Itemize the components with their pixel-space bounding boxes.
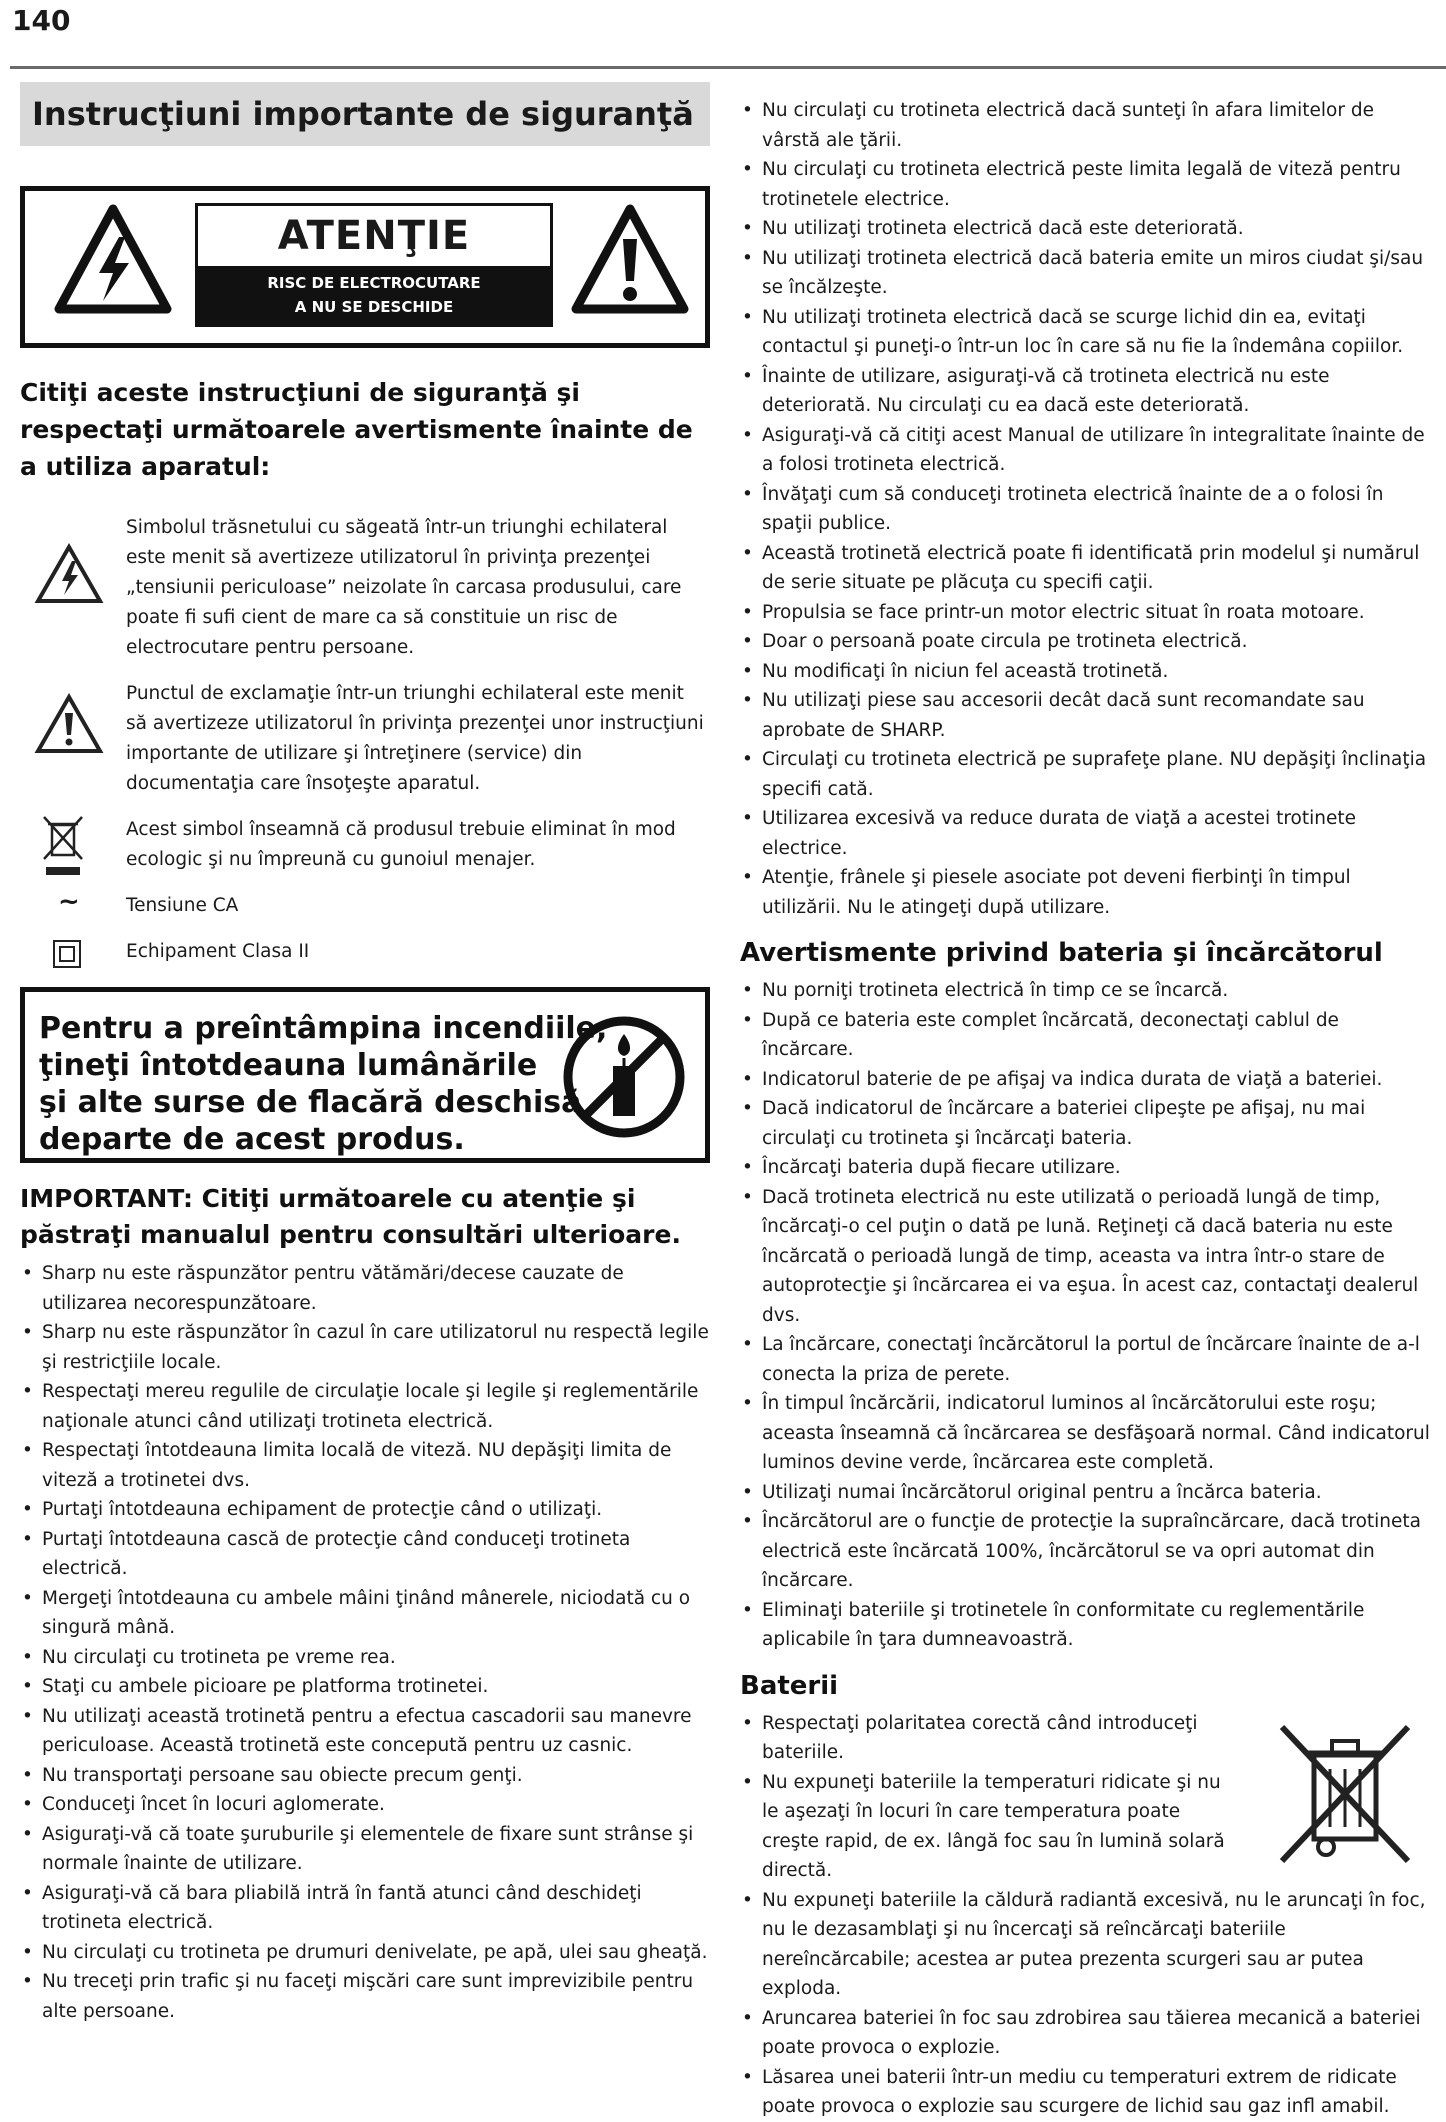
battery-list [740, 976, 1430, 1655]
list-item: • Mergeţi întotdeauna cu ambele mâini ţinând mânerele, niciodată cu o singură mână. [20, 1584, 710, 1643]
crossed-bin-icon [42, 815, 86, 877]
symbol-legend [20, 513, 710, 967]
usage-list [740, 96, 1430, 922]
list-item: • Staţi cu ambele picioare pe platforma trotinetei. [20, 1672, 710, 1702]
list-item: • În timpul încărcării, indicatorul luminos al încărcătorului este roşu; aceasta înseamnă că încărcarea se desfăşoară normal. Când indicatorul luminos devine verde, încărcarea este completă. [740, 1389, 1430, 1478]
list-item: • Încărcaţi bateria după fiecare utilizare. [740, 1153, 1430, 1183]
lightning-triangle-icon [34, 543, 104, 605]
symbol-text: Punctul de exclamaţie într-un triunghi echilateral este menit să avertizeze utilizatorul în privinţa prezenţei unor instrucţiuni importante de utilizare şi întreţinere (service) din documentaţia care însoţeşte aparatul. [126, 683, 704, 794]
list-item: • Această trotinetă electrică poate fi identificată prin modelul şi numărul de serie situate pe plăcuţa cu specifi caţii. [740, 539, 1430, 598]
fire-warning-line: Pentru a preîntâmpina incendiile, [39, 1011, 608, 1046]
baterii-section [740, 1709, 1430, 2122]
list-item: • Asiguraţi-vă că bara pliabilă intră în fantă atunci când deschideţi trotineta electrică. [20, 1879, 710, 1938]
list-item: • Dacă indicatorul de încărcare a bateriei clipeşte pe afişaj, nu mai circulaţi cu trotineta şi încărcaţi bateria. [740, 1094, 1430, 1153]
symbol-item [20, 679, 710, 799]
baterii-heading: Baterii [740, 1670, 839, 1701]
list-item: • Asiguraţi-vă că toate şuruburile şi elementele de fixare sunt strânse şi normale înainte de utilizare. [20, 1820, 710, 1879]
list-item: • Nu utilizaţi trotineta electrică dacă bateria emite un miros ciudat şi/sau se încălzeşte. [740, 244, 1430, 303]
list-item: • Nu circulaţi cu trotineta electrică peste limita legală de viteză pentru trotinetele electrice. [740, 155, 1430, 214]
list-item: • Aruncarea bateriei în foc sau zdrobirea sau tăierea mecanică a bateriei poate provoca o explozie. [740, 2004, 1430, 2063]
list-item: • Nu utilizaţi trotineta electrică dacă se scurge lichid din ea, evitaţi contactul şi puneţi-o într-un loc în care să nu fie la îndemâna copiilor. [740, 303, 1430, 362]
list-item: • Nu circulaţi cu trotineta electrică dacă sunteţi în afara limitelor de vârstă ale ţării. [740, 96, 1430, 155]
fire-warning-box [20, 987, 710, 1163]
list-item: • Respectaţi întotdeauna limita locală de viteză. NU depăşiţi limita de viteză a trotinetei dvs. [20, 1436, 710, 1495]
list-item: • Utilizarea excesivă va reduce durata de viaţă a acestei trotinete electrice. [740, 804, 1430, 863]
right-column [740, 96, 1430, 2122]
left-column [20, 82, 710, 2026]
symbol-item [20, 815, 710, 875]
list-item: • Purtaţi întotdeauna echipament de protecţie când o utilizaţi. [20, 1495, 710, 1525]
list-item: • Indicatorul baterie de pe afişaj va indica durata de viaţă a bateriei. [740, 1065, 1430, 1095]
list-item: • Eliminaţi bateriile şi trotinetele în conformitate cu reglementările aplicabile în ţara dumneavoastră. [740, 1596, 1430, 1655]
lead-heading: Citiţi aceste instrucţiuni de siguranţă şi respectaţi următoarele avertismente înainte de a utiliza aparatul: [20, 378, 693, 481]
list-item: • Încărcătorul are o funcţie de protecţie la supraîncărcare, dacă trotineta electrică este încărcată 100%, încărcătorul se va opri automat din încărcare. [740, 1507, 1430, 1596]
symbol-item [20, 887, 710, 921]
list-item: • Doar o persoană poate circula pe trotineta electrică. [740, 627, 1430, 657]
fire-warning-line: şi alte surse de flacără deschisă [39, 1085, 582, 1120]
caution-center [195, 203, 553, 327]
lightning-triangle-icon [53, 203, 173, 315]
caution-label [20, 186, 710, 348]
symbol-text: Simbolul trăsnetului cu săgeată într-un triunghi echilateral este menit să avertizeze utilizatorul în privinţa prezenţei „tensiunii periculoase” neizolate în carcasa produsului, care poate fi sufi cient de mare ca să constituie un risc de electrocutare pentru persoane. [126, 517, 682, 658]
double-square-icon [52, 939, 82, 969]
symbol-text: Tensiune CA [126, 895, 239, 916]
list-item: • Nu expuneţi bateriile la temperaturi ridicate şi nu le aşezaţi în locuri în care temperatura poate creşte rapid, de ex. lângă foc sau în lumină solară directă. [740, 1768, 1242, 1886]
list-item: • Purtaţi întotdeauna cască de protecţie când conduceţi trotineta electrică. [20, 1525, 710, 1584]
symbol-item [20, 513, 710, 663]
list-item: • Utilizaţi numai încărcătorul original pentru a încărca bateria. [740, 1478, 1430, 1508]
list-item: • Înainte de utilizare, asiguraţi-vă că trotineta electrică nu este deteriorată. Nu circulaţi cu ea dacă este deteriorată. [740, 362, 1430, 421]
page-number: 140 [12, 4, 71, 37]
list-item: • Nu circulaţi cu trotineta pe vreme rea. [20, 1643, 710, 1673]
list-item: • Asiguraţi-vă că citiţi acest Manual de utilizare în integralitate înainte de a folosi trotineta electrică. [740, 421, 1430, 480]
list-item: • Nu utilizaţi piese sau accesorii decât dacă sunt recomandate sau aprobate de SHARP. [740, 686, 1430, 745]
list-item: • Nu modificaţi în niciun fel această trotinetă. [740, 657, 1430, 687]
caution-title: ATENŢIE [277, 213, 471, 259]
list-item: • Învăţaţi cum să conduceţi trotineta electrică înainte de a o folosi în spaţii publice. [740, 480, 1430, 539]
important-list [20, 1259, 710, 2026]
symbol-item [20, 937, 710, 967]
list-item: • Atenţie, frânele şi piesele asociate pot deveni fierbinţi în timpul utilizării. Nu le atingeţi după utilizare. [740, 863, 1430, 922]
important-heading: IMPORTANT: Citiţi următoarele cu atenţie şi păstraţi manualul pentru consultări ulterioare. [20, 1184, 681, 1249]
list-item: • Respectaţi mereu regulile de circulaţie locale şi legile şi reglementările naţionale atunci când utilizaţi trotineta electrică. [20, 1377, 710, 1436]
page-title: Instrucţiuni importante de siguranţă [32, 95, 694, 133]
list-item: • Sharp nu este răspunzător pentru vătămări/decese cauzate de utilizarea necorespunzătoare. [20, 1259, 710, 1318]
exclamation-triangle-icon [34, 693, 104, 755]
list-item: • Conduceţi încet în locuri aglomerate. [20, 1790, 710, 1820]
caution-line-1: RISC DE ELECTROCUTARE [267, 274, 481, 292]
list-item: • Lăsarea unei baterii într-un mediu cu temperaturi extrem de ridicate poate provoca o explozie sau scurgere de lichid sau gaz infl amabil. [740, 2063, 1430, 2122]
header-rule [10, 66, 1446, 69]
list-item: • Nu utilizaţi trotineta electrică dacă este deteriorată. [740, 214, 1430, 244]
list-item: • Nu circulaţi cu trotineta pe drumuri denivelate, pe apă, ulei sau gheaţă. [20, 1938, 710, 1968]
fire-warning-text [39, 1010, 607, 1158]
caution-subtext [198, 266, 550, 324]
exclamation-triangle-icon [570, 203, 690, 315]
list-item: • Respectaţi polaritatea corectă când introduceţi bateriile. [740, 1709, 1232, 1768]
list-item: • Nu expuneţi bateriile la căldură radiantă excesivă, nu le aruncaţi în foc, nu le dezasamblaţi şi nu încercaţi să reîncărcaţi bateriile nereîncărcabile; acestea ar putea prezenta scurgeri sau ar putea exploda. [740, 1886, 1430, 2004]
list-item: • La încărcare, conectaţi încărcătorul la portul de încărcare înainte de a-l conecta la priza de perete. [740, 1330, 1430, 1389]
list-item: • Dacă trotineta electrică nu este utilizată o perioadă lungă de timp, încărcaţi-o cel puţin o dată pe lună. Reţineţi că dacă bateria nu este încărcată o perioadă lungă de timp, aceasta va intra într-o stare de autoprotecţie şi încărcarea ei va eşua. În acest caz, contactaţi dealerul dvs. [740, 1183, 1430, 1331]
list-item: • Nu porniţi trotineta electrică în timp ce se încarcă. [740, 976, 1430, 1006]
list-item: • Nu transportaţi persoane sau obiecte precum genţi. [20, 1761, 710, 1791]
list-item: • După ce bateria este complet încărcată, deconectaţi cablul de încărcare. [740, 1006, 1430, 1065]
no-candle-icon [561, 1014, 687, 1140]
symbol-text: Acest simbol înseamnă că produsul trebuie eliminat în mod ecologic şi nu împreună cu gunoiul menajer. [126, 819, 676, 870]
caution-line-2: A NU SE DESCHIDE [294, 298, 454, 316]
tilde-ac-icon: ~ [58, 887, 80, 917]
crossed-bin-icon [1274, 1719, 1416, 1869]
list-item: • Circulaţi cu trotineta electrică pe suprafeţe plane. NU depăşiţi înclinaţia specifi cată. [740, 745, 1430, 804]
battery-heading: Avertismente privind bateria şi încărcătorul [740, 938, 1383, 968]
list-item: • Propulsia se face printr-un motor electric situat în roata motoare. [740, 598, 1430, 628]
fire-warning-line: departe de acest produs. [39, 1122, 465, 1157]
title-bar [20, 82, 710, 146]
fire-warning-line: ţineţi întotdeauna lumânările [39, 1048, 538, 1083]
list-item: • Nu treceţi prin trafic şi nu faceţi mişcări care sunt imprevizibile pentru alte persoane. [20, 1967, 710, 2026]
symbol-text: Echipament Clasa II [126, 941, 310, 962]
list-item: • Nu utilizaţi această trotinetă pentru a efectua cascadorii sau manevre periculoase. Această trotinetă este concepută pentru uz casnic. [20, 1702, 710, 1761]
list-item: • Sharp nu este răspunzător în cazul în care utilizatorul nu respectă legile şi restricţiile locale. [20, 1318, 710, 1377]
